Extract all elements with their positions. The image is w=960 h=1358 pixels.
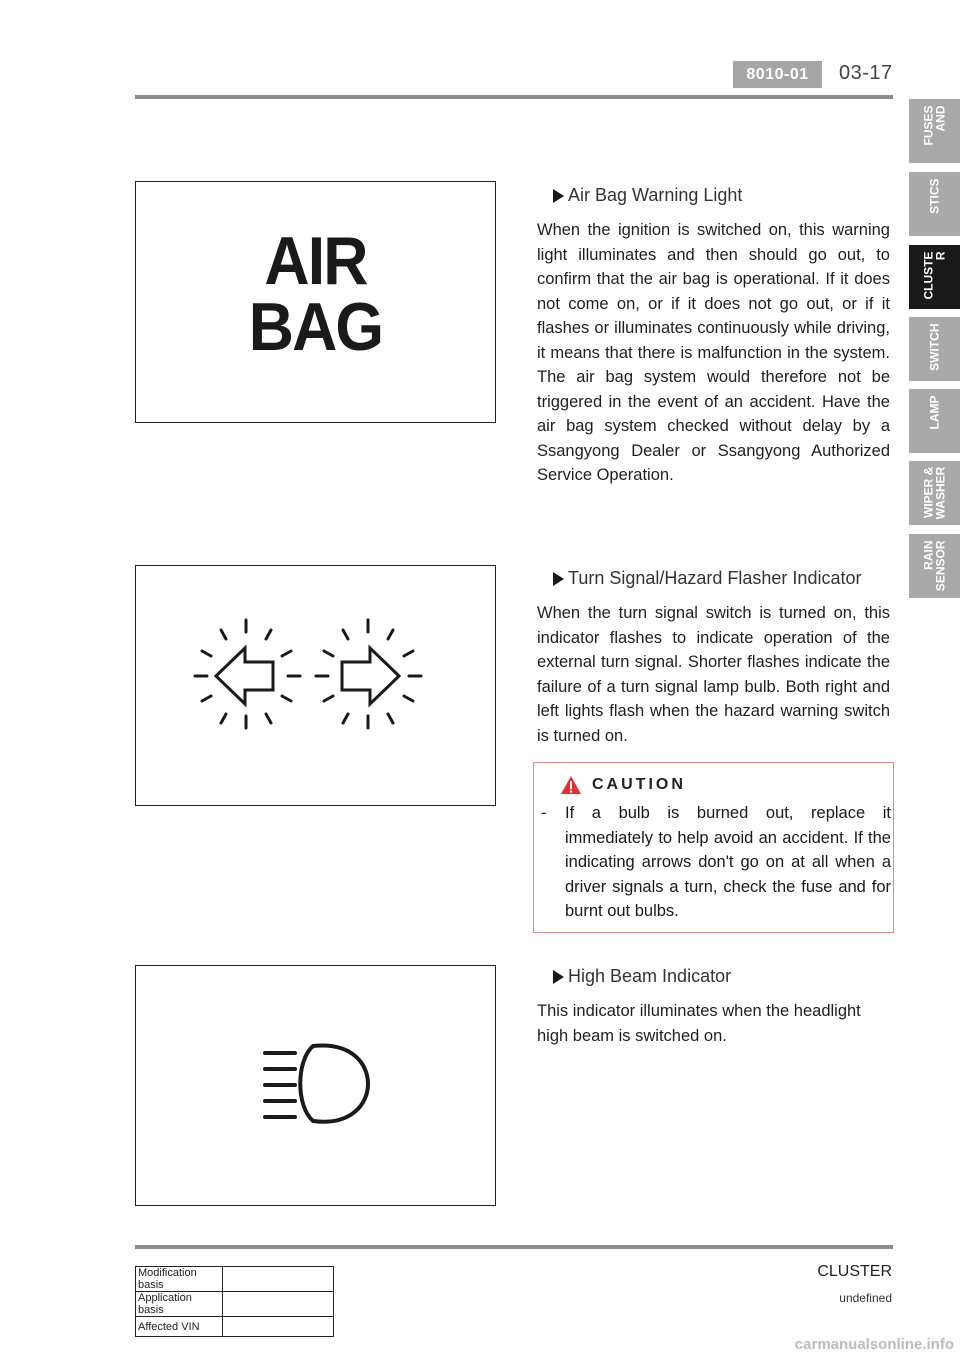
- header-divider: [135, 95, 893, 99]
- table-value: [223, 1317, 334, 1337]
- tab-label: FUSES AND: [921, 105, 948, 146]
- airbag-heading-text: Air Bag Warning Light: [568, 185, 743, 205]
- airbag-heading: [553, 185, 890, 206]
- turn-signal-figure: [135, 565, 496, 806]
- caution-text: If a bulb is burned out, replace it immediately to help avoid an accident. If the indicating arrows don't go on at all when a driver signals a turn, check the fuse and for burnt out bulbs.: [565, 804, 891, 920]
- turn-signal-heading: [553, 568, 890, 589]
- bullet-triangle-icon: [553, 189, 564, 203]
- caution-title: [560, 775, 686, 795]
- airbag-warning-icon: [150, 223, 480, 365]
- tab-label: CLUSTE R: [921, 251, 948, 300]
- airbag-figure: [135, 181, 496, 423]
- airbag-line2: BAG: [248, 289, 383, 365]
- tab-wiper-washer[interactable]: [909, 461, 960, 525]
- tab-switch[interactable]: [909, 317, 960, 381]
- turn-signal-section: [537, 568, 890, 748]
- table-row: [136, 1267, 334, 1292]
- tab-label: RAIN SENSOR: [921, 540, 948, 592]
- tab-label: SWITCH: [927, 323, 942, 371]
- high-beam-section: [537, 966, 890, 1048]
- tab-fuses[interactable]: [909, 99, 960, 163]
- page-number: 03-17: [839, 62, 893, 84]
- site-watermark: carmanualsonline.info: [794, 1336, 954, 1353]
- bullet-triangle-icon: [553, 970, 564, 984]
- tab-label: STICS: [927, 178, 942, 214]
- turn-signal-description: When the turn signal switch is turned on, this indicator flashes to indicate operation of the external turn signal. Shorter flashes indicate the failure of a turn signal lamp bulb. Both right and left lights flash when the hazard warning switch is turned on.: [537, 604, 890, 745]
- caution-dash: -: [541, 804, 547, 822]
- footer-subtitle: undefined: [839, 1291, 892, 1305]
- table-label: Affected VIN: [136, 1317, 223, 1337]
- high-beam-indicator-icon: [136, 966, 497, 1207]
- tab-rain-sensor[interactable]: [909, 534, 960, 598]
- warning-triangle-icon: [560, 775, 582, 795]
- airbag-section: [537, 185, 890, 488]
- airbag-line1: AIR: [264, 223, 367, 299]
- tab-label: LAMP: [927, 395, 942, 430]
- tab-diagnostics[interactable]: [909, 172, 960, 236]
- table-value: [223, 1267, 334, 1292]
- caution-label: CAUTION: [592, 776, 686, 793]
- high-beam-description: This indicator illuminates when the headlight high beam is switched on.: [537, 1002, 861, 1045]
- turn-signal-heading-text: Turn Signal/Hazard Flasher Indicator: [568, 568, 862, 588]
- tab-cluster[interactable]: [909, 245, 960, 309]
- table-row: [136, 1317, 334, 1337]
- airbag-description: When the ignition is switched on, this warning light illuminates and then should go out, to confirm that the air bag is operational. If it does not come on, or if it does not go out, or if it flashes or illuminates continuously while driving, it means that there is malfunction in the system. The air bag system would therefore not be triggered in the event of an accident. Have the air bag system checked without delay by a Ssangyong Dealer or Ssangyong Authorized Service Operation.: [537, 221, 890, 484]
- caution-item: [541, 801, 891, 924]
- tab-lamp[interactable]: [909, 389, 960, 453]
- modification-table: [135, 1266, 334, 1337]
- footer-divider: [135, 1245, 893, 1249]
- section-code-badge: 8010-01: [733, 61, 822, 88]
- footer-chapter-title: CLUSTER: [817, 1263, 892, 1280]
- turn-signal-arrows-icon: [136, 566, 497, 807]
- table-label: Application basis: [136, 1292, 223, 1317]
- table-label: Modification basis: [136, 1267, 223, 1292]
- bullet-triangle-icon: [553, 572, 564, 586]
- table-row: [136, 1292, 334, 1317]
- table-value: [223, 1292, 334, 1317]
- high-beam-figure: [135, 965, 496, 1206]
- high-beam-heading-text: High Beam Indicator: [568, 966, 732, 986]
- tab-label: WIPER & WASHER: [921, 466, 948, 520]
- high-beam-heading: [553, 966, 890, 987]
- caution-box: [533, 762, 894, 933]
